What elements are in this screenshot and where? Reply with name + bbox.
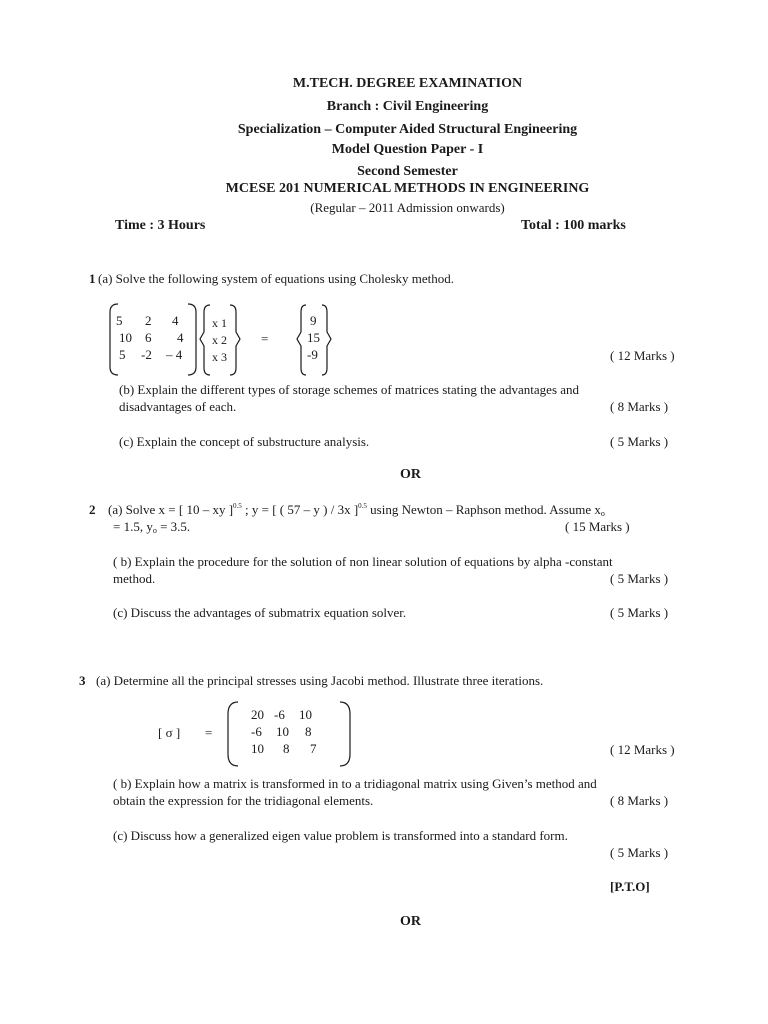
matrix-cell: 20 — [251, 707, 264, 722]
question-number: 2 — [89, 502, 96, 517]
equals-sign: = — [261, 331, 269, 346]
matrix-cell: -6 — [274, 707, 285, 722]
unknown-x2: x 2 — [212, 333, 227, 347]
marks-label: ( 12 Marks ) — [610, 742, 675, 757]
exam-title: M.TECH. DEGREE EXAMINATION — [292, 76, 523, 91]
rhs-cell: 15 — [307, 330, 320, 345]
question-1c-text: (c) Explain the concept of substructure analysis. — [119, 434, 370, 449]
matrix-cell: 4 — [172, 313, 179, 328]
rhs-cell: -9 — [307, 347, 318, 362]
matrix-brackets — [226, 700, 356, 770]
pto-label: [P.T.O] — [610, 879, 650, 894]
marks-label: ( 5 Marks ) — [610, 845, 669, 860]
or-separator: OR — [400, 914, 421, 929]
marks-label: ( 5 Marks ) — [610, 571, 669, 586]
question-2c-text: (c) Discuss the advantages of submatrix equation solver. — [113, 605, 407, 620]
unknown-x1: x 1 — [212, 316, 227, 330]
semester-line: Second Semester — [357, 164, 458, 179]
sigma-symbol: [ σ ] — [158, 725, 181, 740]
question-1b-text: (b) Explain the different types of storage schemes of matrices stating the advantages and — [119, 382, 580, 397]
paper-line: Model Question Paper - I — [331, 142, 484, 157]
equals-sign: = — [205, 725, 213, 740]
time-label: Time : 3 Hours — [115, 218, 206, 233]
question-1b-text-cont: disadvantages of each. — [119, 399, 237, 414]
matrix-cell: 5 — [116, 313, 123, 328]
total-marks: Total : 100 marks — [521, 218, 626, 233]
matrix-cell: 2 — [145, 313, 152, 328]
matrix-cell: 8 — [283, 741, 290, 756]
marks-label: ( 5 Marks ) — [610, 605, 669, 620]
course-title: MCESE 201 NUMERICAL METHODS IN ENGINEERING — [225, 181, 590, 196]
question-3c-text: (c) Discuss how a generalized eigen value problem is transformed into a standard form. — [113, 828, 568, 843]
question-3b-text: ( b) Explain how a matrix is transformed in to a tridiagonal matrix using Given’s method and — [113, 776, 597, 791]
regulation-line: (Regular – 2011 Admission onwards) — [310, 200, 505, 215]
marks-label: ( 15 Marks ) — [565, 519, 630, 534]
matrix-cell: 5 — [119, 347, 126, 362]
question-2a-text: (a) Solve x = [ 10 – xy ]$^{0.5}$ ; y = [ ( 57 – y ) / 3x ]$^{0.5}$ using Newton – Raphson method. Assume $x_o$ — [108, 502, 605, 518]
matrix-cell: 10 — [119, 330, 132, 345]
question-1a-text: (a) Solve the following system of equations using Cholesky method. — [98, 271, 455, 286]
unknown-x3: x 3 — [212, 350, 227, 364]
marks-label: ( 12 Marks ) — [610, 348, 675, 363]
matrix-cell: – 4 — [166, 347, 183, 362]
matrix-cell: 8 — [305, 724, 312, 739]
matrix-cell: 7 — [310, 741, 317, 756]
specialization-line: Specialization – Computer Aided Structural Engineering — [237, 122, 578, 137]
matrix-cell: -2 — [141, 347, 152, 362]
matrix-cell: 10 — [251, 741, 264, 756]
marks-label: ( 8 Marks ) — [610, 793, 669, 808]
matrix-cell: 10 — [299, 707, 312, 722]
branch-line: Branch : Civil Engineering — [326, 99, 489, 114]
matrix-cell: 10 — [276, 724, 289, 739]
question-2b-text: ( b) Explain the procedure for the solution of non linear solution of equations by alpha -constant — [113, 554, 613, 569]
question-number: 3 — [79, 673, 86, 688]
marks-label: ( 5 Marks ) — [610, 434, 669, 449]
question-2b-text-cont: method. — [113, 571, 156, 586]
matrix-cell: -6 — [251, 724, 262, 739]
matrix-cell: 4 — [177, 330, 184, 345]
marks-label: ( 8 Marks ) — [610, 399, 669, 414]
question-number: 1 — [89, 271, 96, 286]
matrix-cell: 6 — [145, 330, 152, 345]
or-separator: OR — [400, 467, 421, 482]
question-2a-text-cont: = 1.5, $y_o = 3.5$. — [113, 519, 191, 535]
rhs-cell: 9 — [310, 313, 317, 328]
question-3b-text-cont: obtain the expression for the tridiagonal elements. — [113, 793, 374, 808]
question-3a-text: (a) Determine all the principal stresses using Jacobi method. Illustrate three iterations. — [96, 673, 544, 688]
